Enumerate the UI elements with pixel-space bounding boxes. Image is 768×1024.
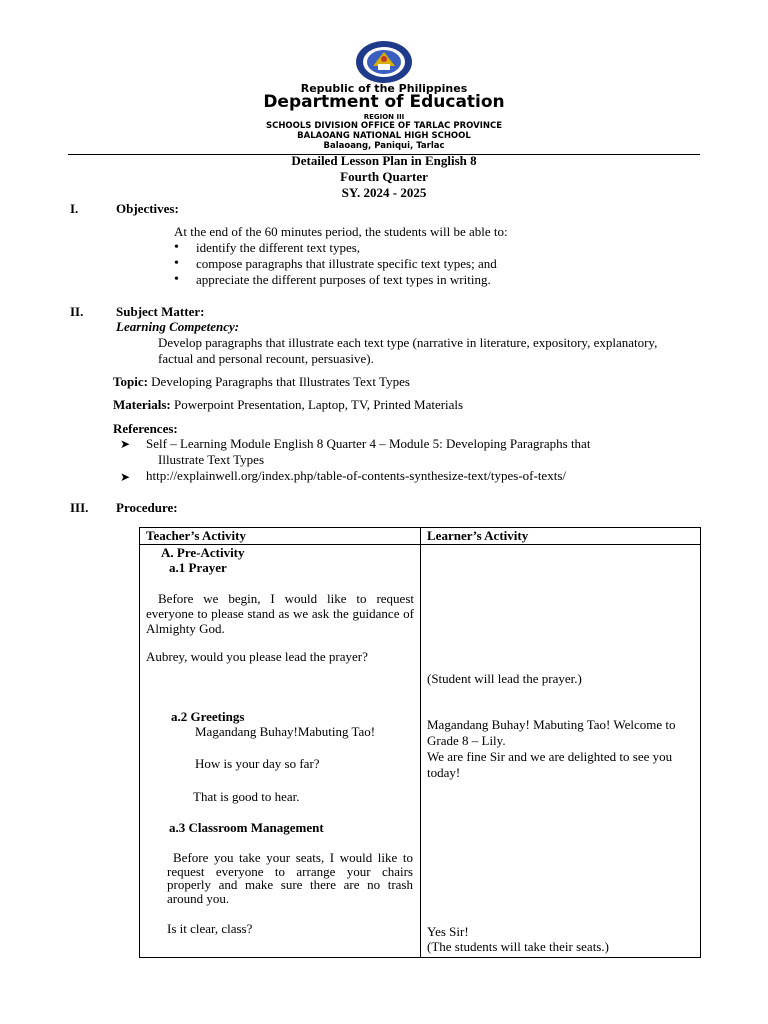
competency-line-1: Develop paragraphs that illustrate each text type (narrative in literature, expository, explanatory,: [158, 335, 658, 350]
title-line-3: SY. 2024 - 2025: [341, 185, 427, 200]
learner-activity-cell: [421, 545, 701, 958]
greeting-line-2: How is your day so far?: [195, 756, 320, 771]
subject-heading: Subject Matter:: [116, 304, 205, 319]
division-line: SCHOOLS DIVISION OFFICE OF TARLAC PROVINCE: [265, 121, 503, 131]
objectives-heading: Objectives:: [116, 201, 179, 216]
procedure-heading: Procedure:: [116, 500, 178, 515]
classroom-management-heading: a.3 Classroom Management: [169, 820, 324, 835]
objectives-list: [174, 240, 497, 288]
arrow-bullet-icon: ➤: [120, 437, 131, 451]
deped-seal-icon: [353, 40, 415, 84]
teacher-activity-cell: [140, 545, 421, 958]
classroom-response-2: (The students will take their seats.): [427, 939, 609, 954]
teacher-column-label: Teacher’s Activity: [146, 528, 247, 543]
learner-column-label: Learner’s Activity: [427, 528, 529, 543]
prayer-heading: a.1 Prayer: [169, 560, 227, 575]
classroom-response-1: Yes Sir!: [427, 924, 469, 939]
objectives-intro: At the end of the 60 minutes period, the students will be able to:: [174, 224, 508, 239]
procedure-table: [139, 527, 701, 958]
objective-item: • identify the different text types,: [174, 240, 497, 256]
table-header-row: [140, 528, 701, 545]
prayer-response: (Student will lead the prayer.): [427, 671, 582, 686]
references-label: References:: [113, 421, 178, 436]
title-line-1: Detailed Lesson Plan in English 8: [291, 153, 477, 168]
region-line: REGION III: [363, 113, 405, 121]
greeting-response-2: We are fine Sir and we are delighted to see you today!: [427, 749, 673, 780]
greeting-line-3: That is good to hear.: [193, 789, 300, 804]
republic-line: Republic of the Philippines: [300, 82, 468, 95]
teacher-column-header: [140, 528, 421, 545]
greeting-line-1: Magandang Buhay!Mabuting Tao!: [195, 724, 376, 739]
arrow-bullet-icon: ➤: [120, 470, 131, 484]
prayer-ask: Aubrey, would you please lead the prayer?: [146, 649, 368, 664]
competency-line-2: factual and personal recount, persuasive).: [158, 351, 374, 366]
materials-value: Powerpoint Presentation, Laptop, TV, Printed Materials: [174, 397, 464, 412]
table-row: [140, 545, 701, 958]
materials-label: Materials:: [113, 397, 171, 412]
prayer-text: Before we begin, I would like to request everyone to please stand as we ask the guidance of Almighty God.: [146, 591, 414, 636]
objective-item: • appreciate the different purposes of text types in writing.: [174, 272, 497, 288]
competency-label: Learning Competency:: [116, 319, 240, 334]
title-line-2: Fourth Quarter: [340, 169, 428, 184]
address-line: Balaoang, Paniqui, Tarlac: [323, 141, 445, 151]
procedure-numeral: III.: [70, 500, 89, 515]
classroom-management-text: Before you take your seats, I would like to request everyone to arrange your chairs properly and make sure there are no trash around you.: [167, 850, 413, 906]
pre-activity-heading: A. Pre-Activity: [161, 545, 245, 560]
classroom-management-ask: Is it clear, class?: [167, 921, 253, 936]
greeting-response-1: Magandang Buhay! Mabuting Tao! Welcome to Grade 8 – Lily.: [427, 717, 676, 748]
objective-item: • compose paragraphs that illustrate specific text types; and: [174, 256, 497, 272]
subject-numeral: II.: [70, 304, 84, 319]
greetings-heading: a.2 Greetings: [171, 709, 245, 724]
reference-item-1-cont: Illustrate Text Types: [158, 452, 265, 467]
objectives-numeral: I.: [70, 201, 79, 216]
topic-row: [113, 374, 410, 390]
school-line: BALAOANG NATIONAL HIGH SCHOOL: [297, 131, 471, 141]
topic-label: Topic:: [113, 374, 148, 389]
reference-item-2: http://explainwell.org/index.php/table-of-contents-synthesize-text/types-of-texts/: [146, 468, 566, 483]
department-title: Department of Education: [263, 92, 505, 112]
materials-row: [113, 397, 463, 413]
learner-column-header: [421, 528, 701, 545]
topic-value: Developing Paragraphs that Illustrates Text Types: [151, 374, 410, 389]
reference-item-1: Self – Learning Module English 8 Quarter 4 – Module 5: Developing Paragraphs that: [146, 436, 591, 451]
